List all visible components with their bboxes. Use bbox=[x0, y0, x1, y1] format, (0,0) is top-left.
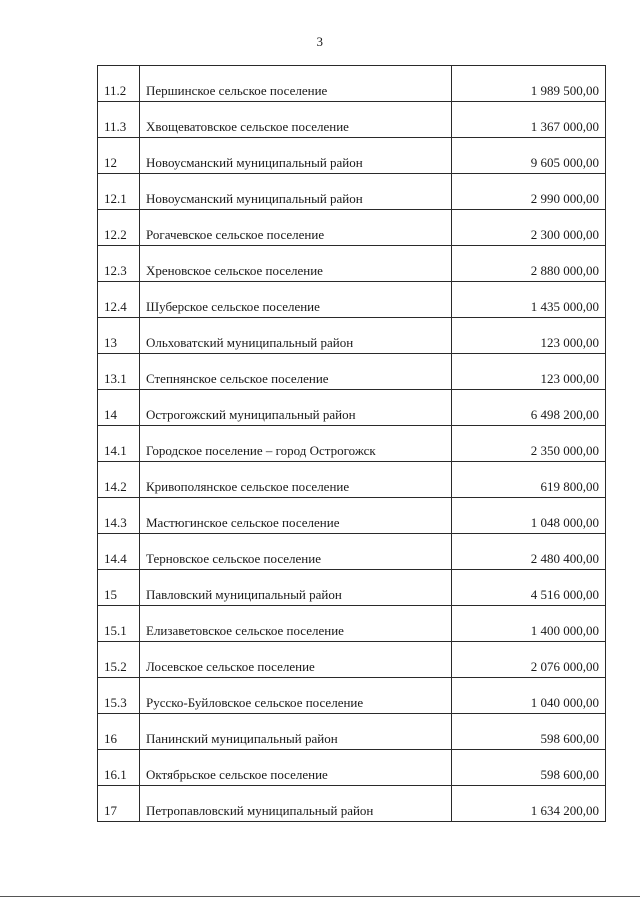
municipality-name-cell: Новоусманский муниципальный район bbox=[140, 138, 452, 174]
table-row bbox=[98, 606, 606, 642]
municipality-name-cell: Русско-Буйловское сельское поселение bbox=[140, 678, 452, 714]
amount-cell: 1 989 500,00 bbox=[452, 66, 606, 102]
table-row bbox=[98, 138, 606, 174]
amount-cell: 6 498 200,00 bbox=[452, 390, 606, 426]
municipality-name-cell: Городское поселение – город Острогожск bbox=[140, 426, 452, 462]
municipality-name-cell: Острогожский муниципальный район bbox=[140, 390, 452, 426]
amount-cell: 2 880 000,00 bbox=[452, 246, 606, 282]
municipality-name-cell: Лосевское сельское поселение bbox=[140, 642, 452, 678]
municipality-name-cell: Елизаветовское сельское поселение bbox=[140, 606, 452, 642]
row-number-cell: 12.1 bbox=[98, 174, 140, 210]
table-row bbox=[98, 678, 606, 714]
municipality-name-cell: Мастюгинское сельское поселение bbox=[140, 498, 452, 534]
table-row bbox=[98, 246, 606, 282]
municipality-name-cell: Октябрьское сельское поселение bbox=[140, 750, 452, 786]
table-row bbox=[98, 66, 606, 102]
table-row bbox=[98, 498, 606, 534]
row-number-cell: 14.1 bbox=[98, 426, 140, 462]
page-number: 3 bbox=[316, 34, 324, 49]
municipality-name-cell: Новоусманский муниципальный район bbox=[140, 174, 452, 210]
amount-cell: 4 516 000,00 bbox=[452, 570, 606, 606]
amount-cell: 1 040 000,00 bbox=[452, 678, 606, 714]
amount-cell: 123 000,00 bbox=[452, 354, 606, 390]
amount-cell: 2 990 000,00 bbox=[452, 174, 606, 210]
footer-divider bbox=[0, 896, 640, 897]
municipality-name-cell: Кривополянское сельское поселение bbox=[140, 462, 452, 498]
table-row bbox=[98, 534, 606, 570]
row-number-cell: 11.2 bbox=[98, 66, 140, 102]
row-number-cell: 15.3 bbox=[98, 678, 140, 714]
row-number-cell: 13 bbox=[98, 318, 140, 354]
amount-cell: 1 634 200,00 bbox=[452, 786, 606, 822]
municipality-name-cell: Хреновское сельское поселение bbox=[140, 246, 452, 282]
amount-cell: 598 600,00 bbox=[452, 714, 606, 750]
municipality-name-cell: Рогачевское сельское поселение bbox=[140, 210, 452, 246]
table-row bbox=[98, 426, 606, 462]
table-row bbox=[98, 642, 606, 678]
amount-cell: 2 076 000,00 bbox=[452, 642, 606, 678]
amount-cell: 2 300 000,00 bbox=[452, 210, 606, 246]
row-number-cell: 14.4 bbox=[98, 534, 140, 570]
budget-allocation-table bbox=[97, 65, 606, 822]
municipality-name-cell: Першинское сельское поселение bbox=[140, 66, 452, 102]
table-row bbox=[98, 210, 606, 246]
amount-cell: 598 600,00 bbox=[452, 750, 606, 786]
table-row bbox=[98, 714, 606, 750]
table-row bbox=[98, 282, 606, 318]
row-number-cell: 17 bbox=[98, 786, 140, 822]
amount-cell: 2 480 400,00 bbox=[452, 534, 606, 570]
row-number-cell: 16.1 bbox=[98, 750, 140, 786]
row-number-cell: 12.3 bbox=[98, 246, 140, 282]
row-number-cell: 16 bbox=[98, 714, 140, 750]
municipality-name-cell: Терновское сельское поселение bbox=[140, 534, 452, 570]
amount-cell: 1 048 000,00 bbox=[452, 498, 606, 534]
table-row bbox=[98, 354, 606, 390]
amount-cell: 1 435 000,00 bbox=[452, 282, 606, 318]
row-number-cell: 12.2 bbox=[98, 210, 140, 246]
row-number-cell: 11.3 bbox=[98, 102, 140, 138]
row-number-cell: 15 bbox=[98, 570, 140, 606]
amount-cell: 2 350 000,00 bbox=[452, 426, 606, 462]
row-number-cell: 14.3 bbox=[98, 498, 140, 534]
row-number-cell: 13.1 bbox=[98, 354, 140, 390]
municipality-name-cell: Панинский муниципальный район bbox=[140, 714, 452, 750]
municipality-name-cell: Павловский муниципальный район bbox=[140, 570, 452, 606]
table-row bbox=[98, 174, 606, 210]
table-body bbox=[98, 66, 606, 822]
municipality-name-cell: Степнянское сельское поселение bbox=[140, 354, 452, 390]
municipality-name-cell: Петропавловский муниципальный район bbox=[140, 786, 452, 822]
row-number-cell: 15.1 bbox=[98, 606, 140, 642]
amount-cell: 123 000,00 bbox=[452, 318, 606, 354]
municipality-name-cell: Хвощеватовское сельское поселение bbox=[140, 102, 452, 138]
table-row bbox=[98, 786, 606, 822]
table-row bbox=[98, 390, 606, 426]
municipality-name-cell: Ольховатский муниципальный район bbox=[140, 318, 452, 354]
municipality-name-cell: Шуберское сельское поселение bbox=[140, 282, 452, 318]
row-number-cell: 15.2 bbox=[98, 642, 140, 678]
table-row bbox=[98, 462, 606, 498]
amount-cell: 1 400 000,00 bbox=[452, 606, 606, 642]
amount-cell: 9 605 000,00 bbox=[452, 138, 606, 174]
row-number-cell: 12.4 bbox=[98, 282, 140, 318]
row-number-cell: 12 bbox=[98, 138, 140, 174]
row-number-cell: 14.2 bbox=[98, 462, 140, 498]
amount-cell: 619 800,00 bbox=[452, 462, 606, 498]
amount-cell: 1 367 000,00 bbox=[452, 102, 606, 138]
table-row bbox=[98, 318, 606, 354]
table-row bbox=[98, 750, 606, 786]
table-row bbox=[98, 102, 606, 138]
row-number-cell: 14 bbox=[98, 390, 140, 426]
table-row bbox=[98, 570, 606, 606]
